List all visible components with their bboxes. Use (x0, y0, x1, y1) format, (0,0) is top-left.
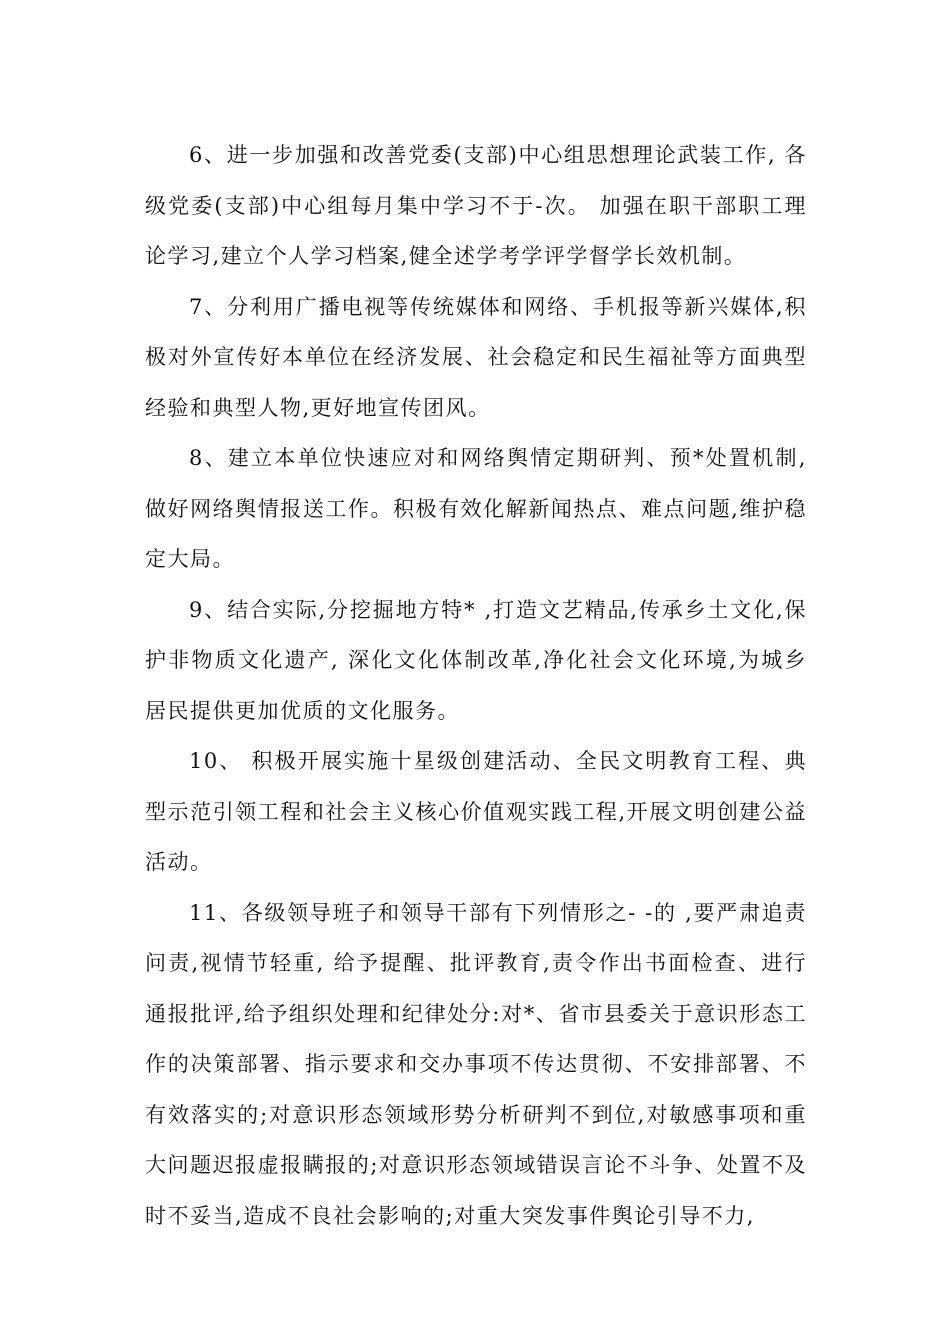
paragraph-9: 9、结合实际,分挖掘地方特* ,打造文艺精品,传承乡土文化,保护非物质文化遗产, 深化文化体制改革,净化社会文化环境,为城乡居民提供更加优质的文化服务。 (145, 597, 807, 723)
paragraph-11: 11、各级领导班子和领导干部有下列情形之- -的 ,要严肃追责问责,视情节轻重, 给予提醒、批评教育,责令作出书面检查、进行通报批评,给予组织处理和纪律处分:对*、省市县委关于意识形态工作的决策部署、指示要求和交办事项不传达贯彻、不安排部署、不有效落实的;对意识形态领域形势分析研判不到位,对敏感事项和重大问题迟报虚报瞒报的;对意识形态领域错误言论不斗争、处置不及时不妥当,造成不良社会影响的;对重大突发事件舆论引导不力, (145, 900, 807, 1228)
paragraph-8: 8、建立本单位快速应对和网络舆情定期研判、预*处置机制,做好网络舆情报送工作。积极有效化解新闻热点、难点问题,维护稳定大局。 (145, 446, 807, 571)
paragraph-6: 6、进一步加强和改善党委(支部)中心组思想理论武装工作, 各级党委(支部)中心组每月集中学习不于-次。 加强在职干部职工理论学习,建立个人学习档案,健全述学考学评学督学长效机制。 (145, 143, 807, 268)
paragraph-7: 7、分利用广播电视等传统媒体和网络、手机报等新兴媒体,积极对外宣传好本单位在经济发展、社会稳定和民生福祉等方面典型经验和典型人物,更好地宣传团风。 (145, 294, 807, 420)
paragraph-10: 10、 积极开展实施十星级创建活动、全民文明教育工程、典型示范引领工程和社会主义核心价值观实践工程,开展文明创建公益活动。 (145, 749, 807, 874)
document-body (145, 130, 807, 1241)
